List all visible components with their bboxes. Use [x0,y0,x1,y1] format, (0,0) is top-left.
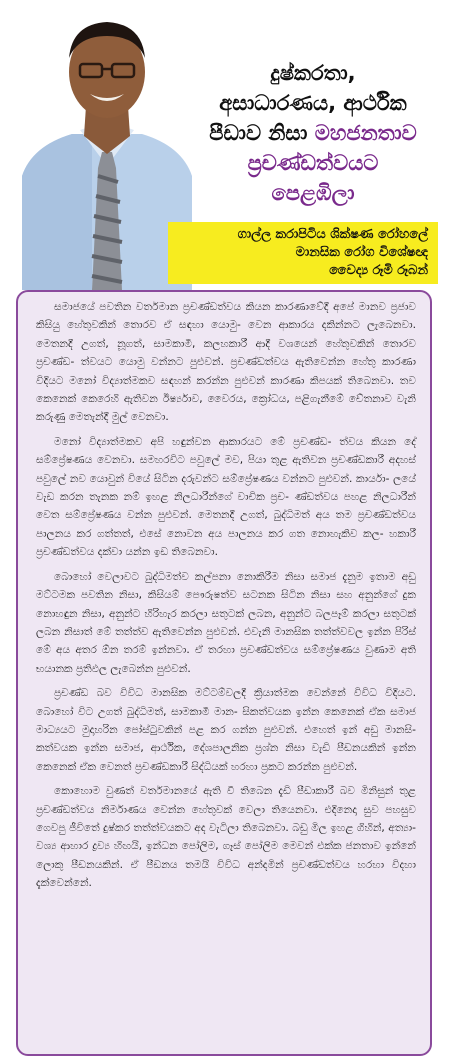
paragraph-3: බොහෝ වෙලාවට බුද්ධිමත්ව කල්පනා නොකිරීම නිසා සමාජ දැනුම ඉතාම අඩු මට්ටමක පවතින නිසා, කිසියම් පෞරුෂත්ව සටනක සිටින නිසා සහ අනුන්ගේ දුක නොහඳුන නිසා, අනුන්ට හිරිහැර කරලා සතුටක් ලබන, අනුන්ට බලපෑම් කරලා සතුටක් ලබන නිසාත් මේ තත්ත්ව ඇතිවෙන්න පුළුවන්. එවැනි මානසික තත්ත්වවල ඉන්න පිරිස් මේ අය අතර ඕන තරම් ඉන්නවා. ඒ තරහා ප්‍රචණ්ඩත්වය සම්ප්‍රේෂණය වුණාම අති භයානක ප්‍රතිඵල ලැබෙන්න පුළුවන්. [36,570,416,675]
headline-line-3-dark: පීඩාව නිසා [209,121,315,145]
paragraph-4: ප්‍රචණ්ඩ බව විවිධ මානසික මට්ටම්වලදී ක්‍රියාත්මක වෙන්නේ විවිධ විදියට. බොහෝ විට උගත් බුද්ධිමත්, සාමකාමී මාන- සිකත්වයක ඉන්න කෙනෙක් ඒක සමාජ මාධ්‍යයට මුදාහරින පෝස්ටුවකින් පළ කර ගන්න පුළුවන්. එහෙත් ඉන් අඩු මානසි- කත්වයක ඉන්න සමාජ, ආර්ථික, දේශපාලනික ප්‍රශ්න නිසා වැඩි පීඩනයකින් ඉන්න කෙනෙක් ඒක වෙනත් ප්‍රචණ්ඩකාරී සිද්ධියක් හරහා ප්‍රකට කරන්න පුළුවන්. [36,687,417,773]
paragraph-1: සමාජයේ පවතින වර්තමාන ප්‍රචණ්ඩත්වය කියන කාරණාවේදී අපේ මානව ප්‍රජාව කිසියු හේතුවකින් තොරව ඒ සඳහා යොමු- වෙන ආකාරය දකින්නට ලැබෙනවා. මෙතනදී උගත්, නූගත්, සාමකාමී, කලහකාරී ආදී වශයෙන් හේතුවකින් තොරව ප්‍රචණ්ඩ- ත්වයට යොමු වන්නට පුළුවන්. ප්‍රචණ්ඩත්වය ඇතිවෙන්න හේතු කාරණා විදියට මනෝ විද්‍යාත්මකව සඳහන් කරන්න පුළුවන් කාරණා කිපයක් තිබෙනවා. තව කෙනෙක් කෙරෙහි ඇතිවන ඊර්ෂ්‍යාව, වෛරය, ක්‍රෝධය, පළිගැනීමේ චේතනාව වැනි කරුණු මෙතැන්දී මුල් වෙනවා. [36,301,416,424]
headline-line-1: දුෂ්කරතා, [270,61,356,85]
author-specialty: මානසික රෝග විශේෂඥ [295,245,428,260]
article-body [16,290,432,1056]
author-affiliation: ගාල්ල කරාපිටිය ශික්ෂණ රෝහලේ [237,227,428,242]
paragraph-5: කොහොම වුණත් වර්තමානයේ ඇති වී තිබෙන දැඩි පීඩාකාරී බව මිනිසුන් තුළ ප්‍රචණ්ඩත්වය නිර්මාණය වෙන්න හේතුවක් වෙලා තියෙනවා. එදිනෙදා සුව පහසුව ගෙවපු ජීවිතේ දුෂ්කර තත්ත්වයකට අද වැටිලා තිබෙනවා. බඩු මිල ඉහළ ගිහින්, අත්‍යා- වශ්‍ය ආහාර ද්‍රව්‍ය හිඟයි, ඉන්ධන පෝලිම, ගෑස් පෝලිම මෙවන් එක්ක ජනතාව ඉන්නේ ලොකු පීඩනයකින්. ඒ පීඩනය තමයි විවිධ අන්දමින් ප්‍රචණ්ඩත්වය හරහා විදහා දැක්වෙන්නේ. [36,785,416,890]
author-name: වෛද්‍ය රූමි රූබන් [329,263,428,278]
headline-line-4: ප්‍රචණ්ඩත්වයට [247,151,379,175]
headline-line-2: අසාධාරණය, ආර්ථික [219,91,407,115]
headline-line-3 [178,118,448,148]
headline [178,58,448,208]
headline-line-5: පෙළඹිලා [271,181,355,205]
headline-line-3-purple: මහජනතාව [314,121,417,145]
author-byline [168,222,438,284]
author-photo [22,6,192,290]
article-header [0,0,450,290]
paragraph-2: මනෝ විද්‍යාත්මකව අපි හඳුන්වන ආකාරයට මේ ප්‍රචණ්ඩ- ත්වය කියන දේ සම්ප්‍රේෂණය වෙනවා. සමහරවිට පවුලේ මව, පියා තුළ ඇතිවන ප්‍රචණ්ඩකාරී අදහස් පවුලේ නව යොවුන් වියේ සිටින දරුවන්ට සම්ප්‍රේෂණය වන්නට පුළුවන්. කාර්යා- ලයේ වැඩ කරන තැනක නම් ඉහළ නිලධාරීන්ගේ වාචික ප්‍රච- ණ්ඩත්වය පහළ නිලධාරීන් වෙත සම්ප්‍රේෂණය වන්න පුළුවන්. මෙතනදී උගත්, බුද්ධිමත් අය තම ප්‍රචණ්ඩත්වය පාලනය කර ගත්තත්, එසේ නොවන අය පාලනය කර ගත නොහැකිව කල- හකාරී ප්‍රචණ්ඩත්වය දක්වා යන්න ඉඩ තිබෙනවා. [36,435,416,559]
